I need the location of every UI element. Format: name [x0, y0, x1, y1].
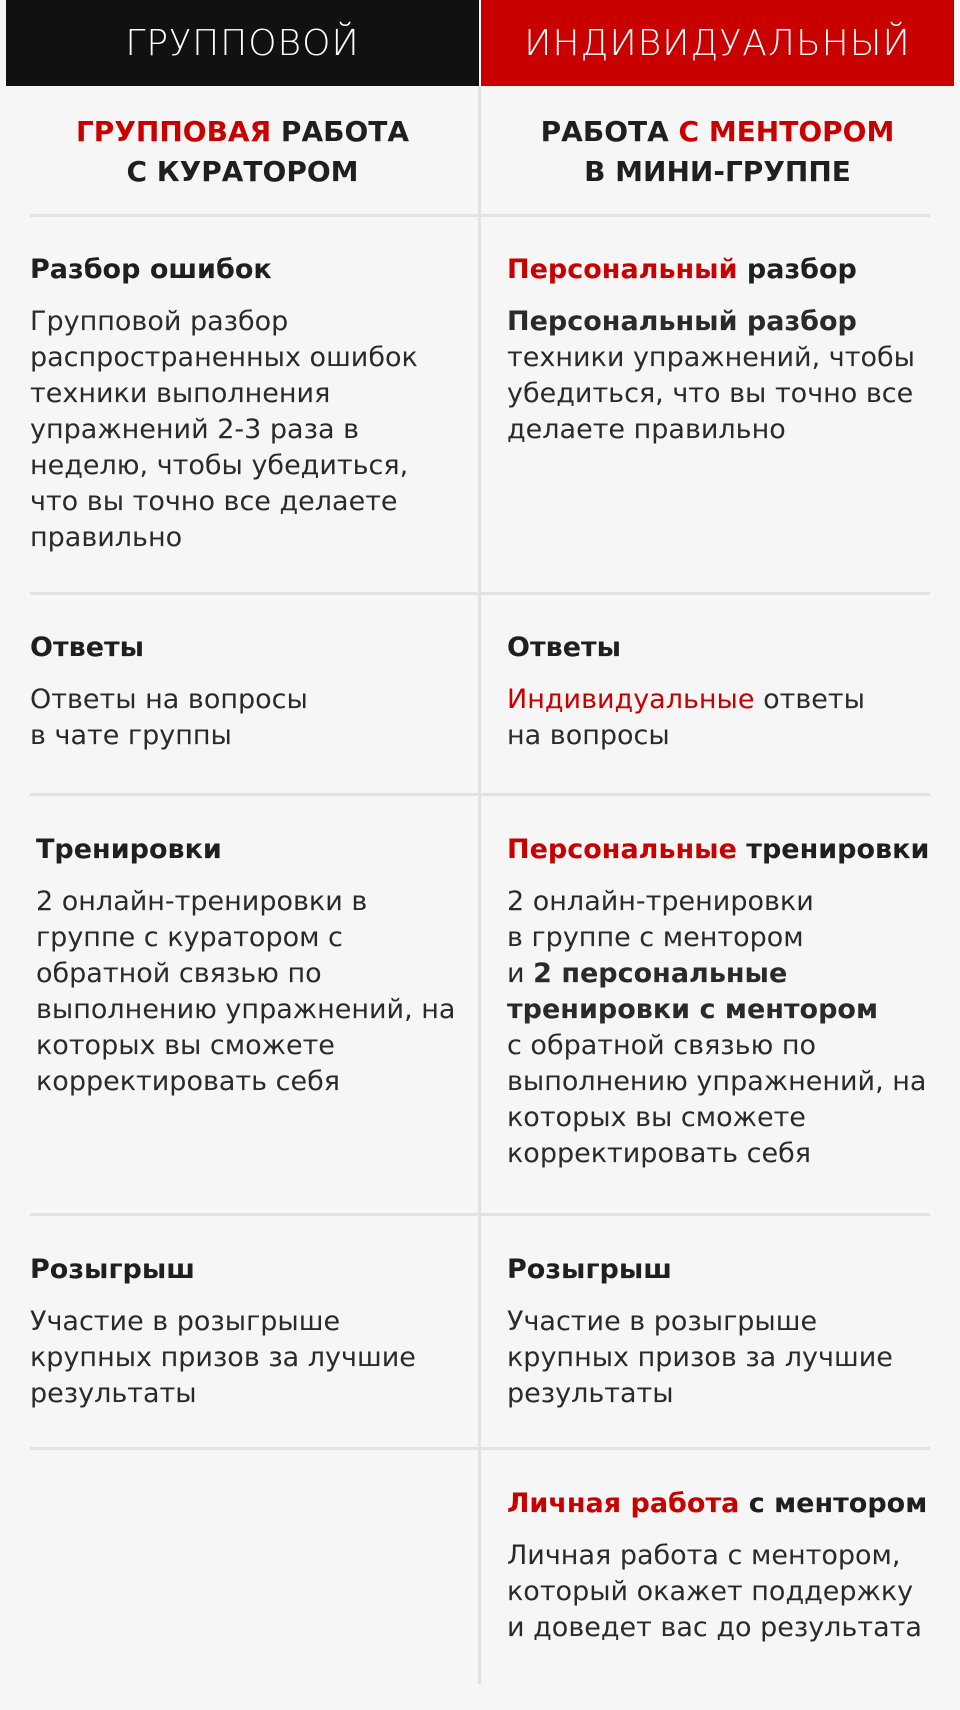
trainings-right-body-line4-bold: тренировки с ментором — [507, 994, 879, 1025]
trainings-left-cell — [36, 832, 456, 1100]
answers-right-body-line2: на вопросы — [507, 720, 670, 751]
errors-left-body: Групповой разбор распространенных ошибок техники выполнения упражнений 2-3 раза в неделю, чтобы убедиться, что вы точно все делаете правильно — [30, 306, 418, 553]
row-divider — [30, 214, 930, 217]
header-individual-label: ИНДИВИДУАЛЬНЫЙ — [524, 22, 911, 64]
answers-left-title: Ответы — [30, 632, 145, 663]
header-group-label: ГРУППОВОЙ — [125, 22, 360, 64]
errors-right-title — [507, 252, 927, 288]
personal-right-title — [507, 1486, 937, 1522]
column-heading-individual — [481, 112, 954, 192]
answers-right-body-rest: ответы — [754, 684, 865, 715]
raffle-left-cell — [30, 1252, 450, 1412]
raffle-right-body: Участие в розыгрыше крупных призов за лучшие результаты — [507, 1306, 893, 1409]
personal-right-title-accent: Личная работа — [507, 1488, 740, 1519]
trainings-right-title-rest: тренировки — [736, 834, 930, 865]
row-divider — [30, 1213, 930, 1216]
answers-left-cell — [30, 630, 450, 754]
raffle-left-title: Розыгрыш — [30, 1254, 195, 1285]
answers-right-body — [507, 682, 927, 754]
header-individual — [481, 0, 954, 86]
column-heading-individual-line2: В МИНИ-ГРУППЕ — [584, 155, 851, 188]
trainings-right-body-line1: 2 онлайн-тренировки — [507, 886, 814, 917]
trainings-right-body-line5: с обратной связью по выполнению упражнений, на которых вы сможете корректировать себя — [507, 1030, 927, 1169]
row-divider — [30, 793, 930, 796]
personal-right-body: Личная работа с ментором, который окажет поддержку и доведет вас до результата — [507, 1540, 922, 1643]
row-divider — [30, 592, 930, 595]
answers-left-body-line1: Ответы на вопросы — [30, 684, 308, 715]
answers-right-body-accent: Индивидуальные — [507, 684, 755, 715]
raffle-right-title: Розыгрыш — [507, 1254, 672, 1285]
vertical-divider — [478, 86, 481, 1684]
errors-right-cell — [507, 252, 927, 448]
trainings-right-title — [507, 832, 937, 868]
row-divider — [30, 1447, 930, 1450]
column-heading-group-line2: С КУРАТОРОМ — [126, 155, 359, 188]
column-heading-individual-start: РАБОТА — [540, 115, 679, 148]
column-heading-group-rest: РАБОТА — [271, 115, 410, 148]
trainings-right-cell — [507, 832, 937, 1172]
answers-right-cell — [507, 630, 927, 754]
errors-right-body — [507, 304, 927, 448]
personal-right-title-rest: с ментором — [739, 1488, 928, 1519]
personal-right-cell — [507, 1486, 937, 1646]
errors-left-title: Разбор ошибок — [30, 254, 272, 285]
trainings-right-body — [507, 884, 937, 1172]
answers-right-title: Ответы — [507, 632, 622, 663]
trainings-right-body-line2: в группе с ментором — [507, 922, 804, 953]
raffle-left-body: Участие в розыгрыше крупных призов за лучшие результаты — [30, 1306, 416, 1409]
answers-left-body — [30, 682, 450, 754]
column-heading-group — [6, 112, 479, 192]
trainings-right-body-line3-start: и — [507, 958, 534, 989]
column-heading-individual-accent: С МЕНТОРОМ — [678, 115, 895, 148]
errors-right-body-rest: техники упражнений, чтобы убедиться, что вы точно все делаете правильно — [507, 342, 915, 445]
column-heading-group-accent: ГРУППОВАЯ — [75, 115, 272, 148]
trainings-right-title-accent: Персональные — [507, 834, 737, 865]
trainings-left-title: Тренировки — [36, 834, 222, 865]
raffle-right-cell — [507, 1252, 927, 1412]
errors-right-title-rest: разбор — [737, 254, 857, 285]
errors-right-body-bold: Персональный разбор — [507, 306, 857, 337]
errors-right-title-accent: Персональный — [507, 254, 738, 285]
header-group — [6, 0, 479, 86]
errors-left-cell — [30, 252, 450, 556]
answers-left-body-line2: в чате группы — [30, 720, 232, 751]
trainings-right-body-line3-bold: 2 персональные — [533, 958, 788, 989]
trainings-left-body: 2 онлайн-тренировки в группе с куратором с обратной связью по выполнению упражнений, на которых вы сможете корректировать себя — [36, 886, 456, 1097]
